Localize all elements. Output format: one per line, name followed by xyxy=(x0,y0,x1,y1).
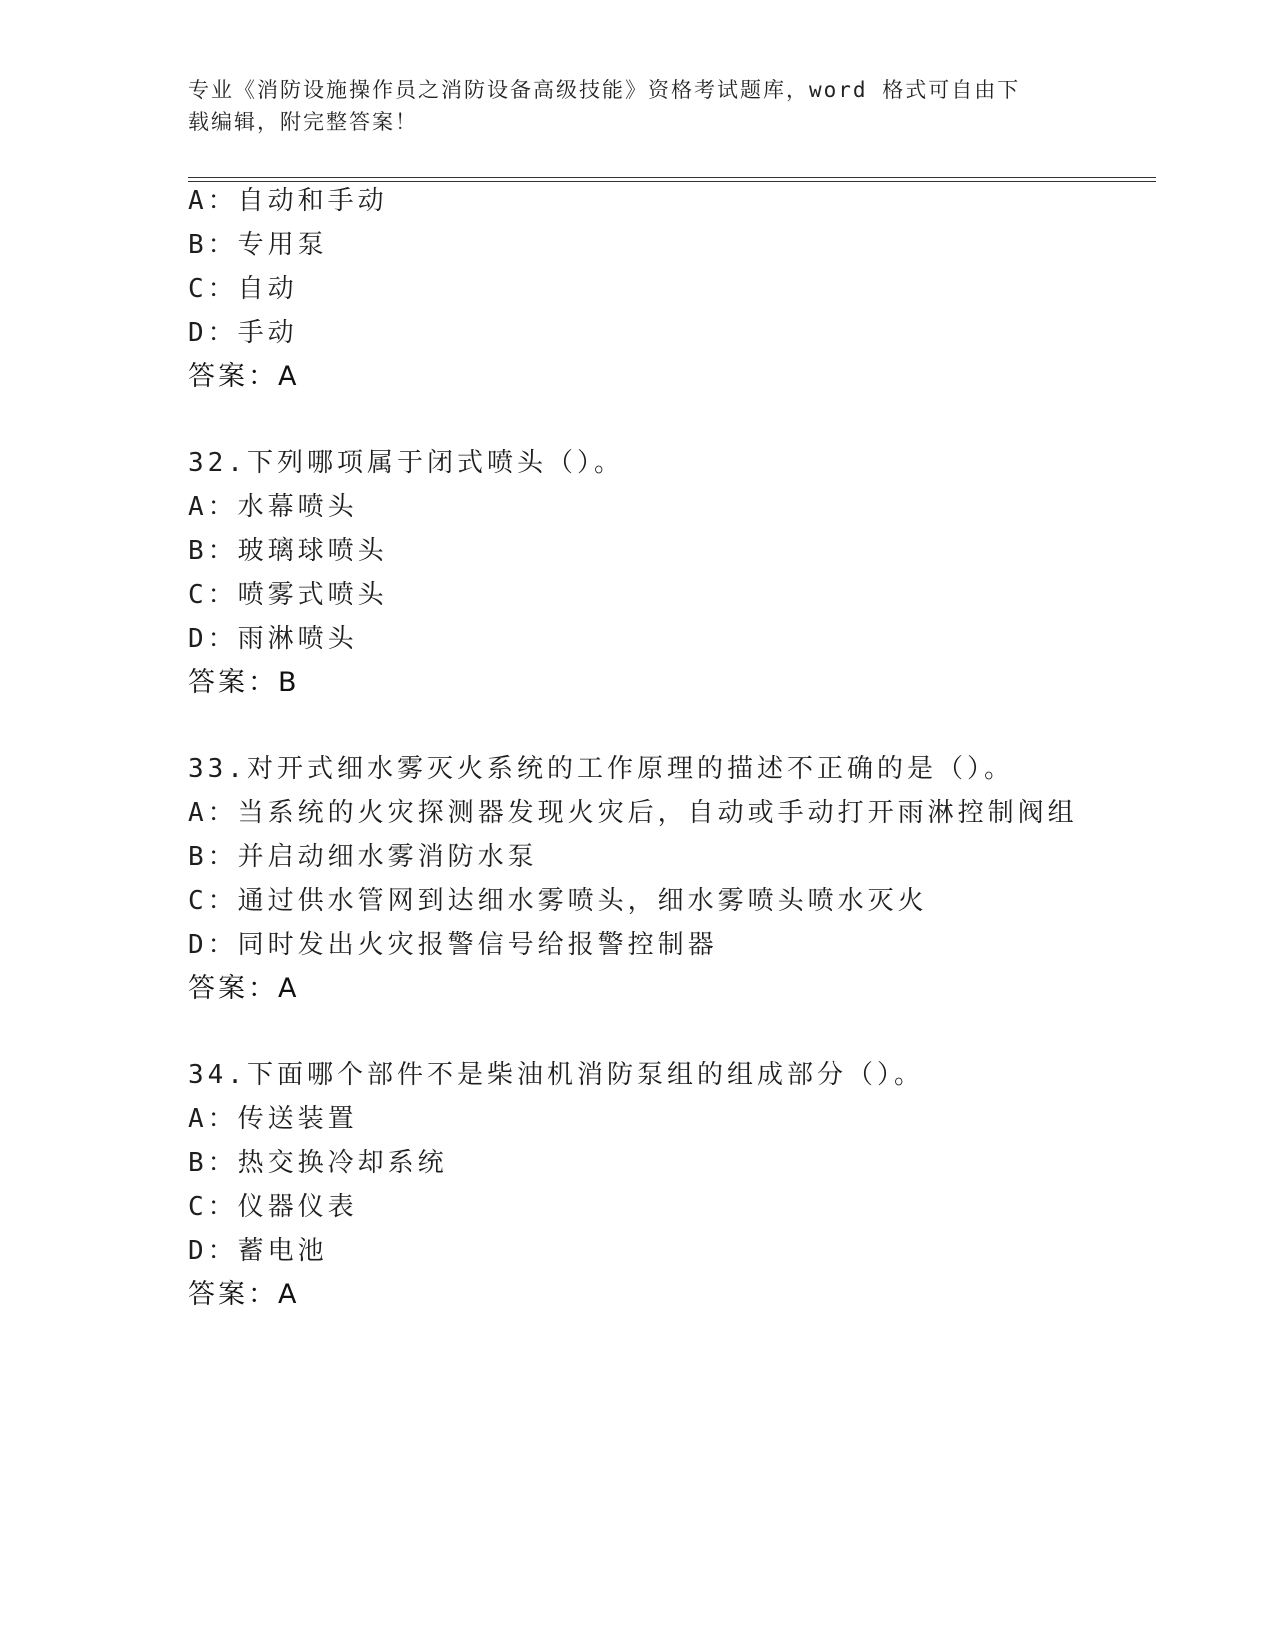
q32-option-c: C：喷雾式喷头 xyxy=(188,580,388,610)
q31-answer: 答案：A xyxy=(188,361,300,392)
q34-option-d: D：蓄电池 xyxy=(188,1236,328,1266)
q33-question: 33.对开式细水雾灭火系统的工作原理的描述不正确的是（）。 xyxy=(188,754,1014,784)
q32-option-b: B：玻璃球喷头 xyxy=(188,536,388,566)
document-header xyxy=(188,74,1088,138)
q34-option-c: C：仪器仪表 xyxy=(188,1192,358,1222)
q32-answer: 答案：B xyxy=(188,667,300,698)
q32-option-a: A：水幕喷头 xyxy=(188,492,358,522)
q33-answer: 答案：A xyxy=(188,973,300,1004)
q33-option-a: A：当系统的火灾探测器发现火灾后，自动或手动打开雨淋控制阀组 xyxy=(188,798,1078,828)
q34-question: 34.下面哪个部件不是柴油机消防泵组的组成部分（）。 xyxy=(188,1060,924,1090)
q33-option-d: D：同时发出火灾报警信号给报警控制器 xyxy=(188,930,718,960)
q33-option-b: B：并启动细水雾消防水泵 xyxy=(188,842,538,872)
q31-option-d: D：手动 xyxy=(188,318,298,348)
q32-question: 32.下列哪项属于闭式喷头（）。 xyxy=(188,448,624,478)
q31-option-b: B：专用泵 xyxy=(188,230,328,260)
q31-option-c: C：自动 xyxy=(188,274,298,304)
header-divider xyxy=(188,177,1156,182)
q34-option-a: A：传送装置 xyxy=(188,1104,358,1134)
header-line-2: 载编辑，附完整答案！ xyxy=(188,110,418,134)
q33-option-c: C：通过供水管网到达细水雾喷头，细水雾喷头喷水灭火 xyxy=(188,886,928,916)
q32-option-d: D：雨淋喷头 xyxy=(188,624,358,654)
header-line-1: 专业《消防设施操作员之消防设备高级技能》资格考试题库，word 格式可自由下 xyxy=(188,78,1021,102)
q34-option-b: B：热交换冷却系统 xyxy=(188,1148,448,1178)
q31-option-a: A：自动和手动 xyxy=(188,186,388,216)
q34-answer: 答案：A xyxy=(188,1279,300,1310)
